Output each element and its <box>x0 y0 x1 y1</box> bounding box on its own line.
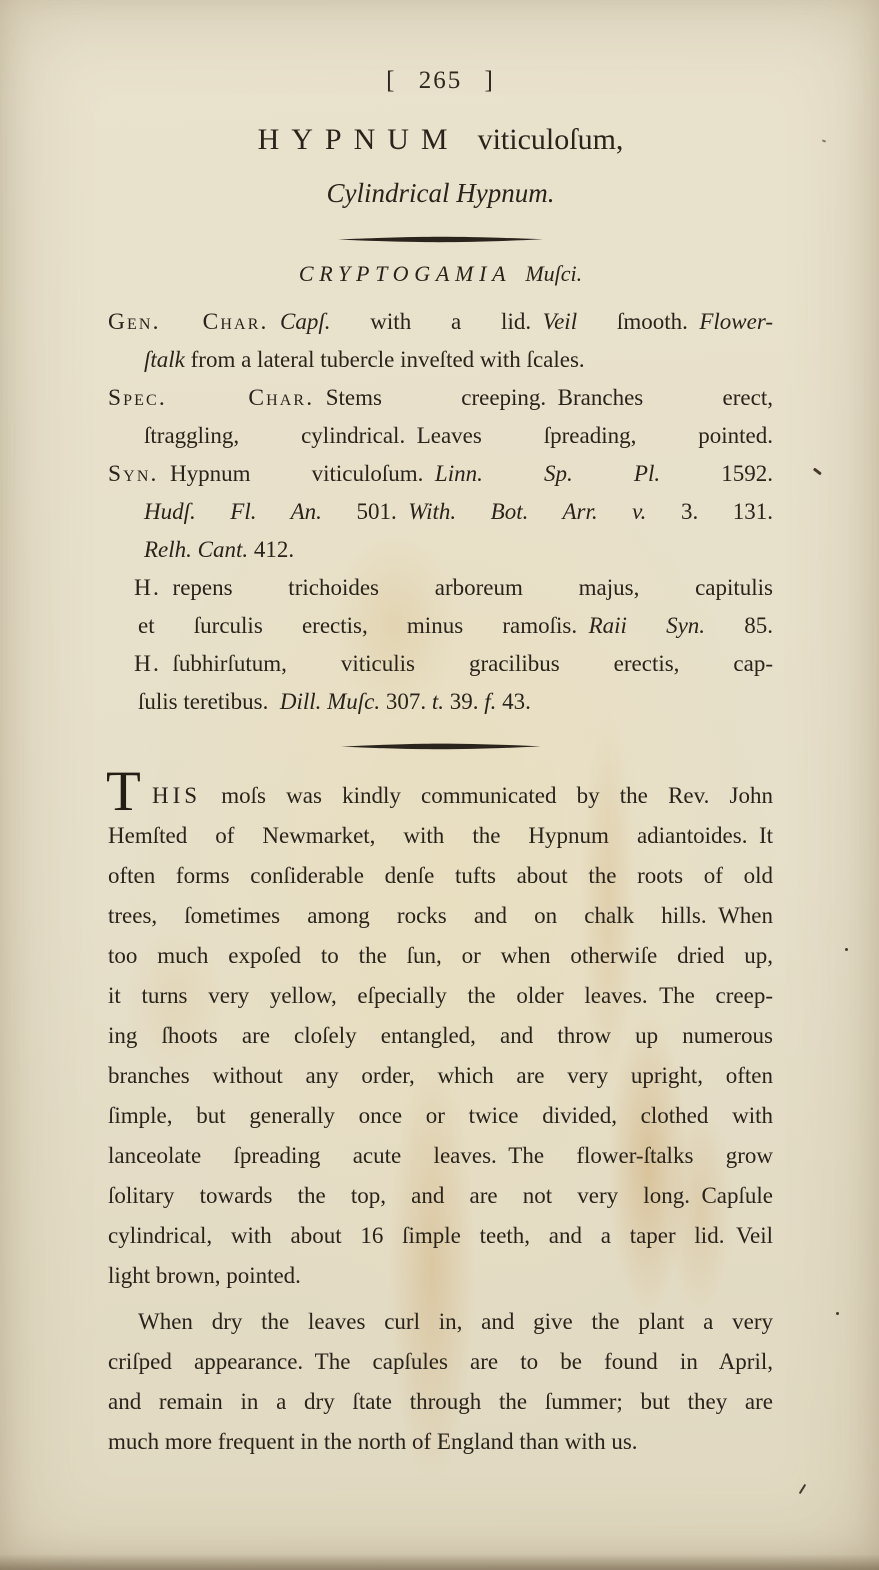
text-line <box>108 976 773 1016</box>
text-segment: branches without any order, which are very upright, often <box>108 1063 773 1088</box>
text-line <box>108 1176 773 1216</box>
section-label: Gen. Char. <box>108 309 269 335</box>
lead-caps: HIS <box>152 783 202 808</box>
text-segment: 3. 131. <box>646 499 773 524</box>
text-segment: et ſurculis erectis, minus ramoſis. <box>138 613 589 638</box>
swelled-rule-icon <box>341 743 541 750</box>
section-label: H. <box>134 651 162 677</box>
text-segment: it turns very yellow, eſpecially the older leaves. The creep- <box>108 983 773 1008</box>
text-segment: 412. <box>248 537 295 562</box>
text-segment: Stems creeping. Branches erect, <box>325 385 773 410</box>
taxonomy-class: CRYPTOGAMIA <box>298 261 512 286</box>
text-line <box>108 455 773 493</box>
text-segment: Raii Syn. <box>588 613 706 638</box>
text-line <box>108 493 773 531</box>
text-line <box>108 569 773 607</box>
title-species: viticuloſum, <box>477 123 624 156</box>
text-line <box>108 816 773 856</box>
text-segment: Relh. Cant. <box>144 537 249 562</box>
text-segment: criſped appearance. The capſules are to be found in April, <box>108 1349 773 1374</box>
text-segment: much more frequent in the north of England than with us. <box>108 1429 638 1454</box>
text-segment: Flower- <box>699 309 773 334</box>
synopsis-block <box>108 303 773 721</box>
text-line <box>108 1136 773 1176</box>
page-number: [ 265 ] <box>386 67 495 94</box>
text-segment: ſtraggling, cylindrical. Leaves ſpreading, pointed. <box>144 423 773 448</box>
paper-speck <box>799 1484 807 1494</box>
text-segment: cylindrical, with about 16 ſimple teeth, and a taper lid. Veil <box>108 1223 773 1248</box>
text-segment: Hemſted of Newmarket, with the Hypnum adiantoides. It <box>108 823 773 848</box>
text-segment: and remain in a dry ſtate through the ſummer; but they are <box>108 1389 773 1414</box>
text-segment: too much expoſed to the ſun, or when otherwiſe dried up, <box>108 943 773 968</box>
text-segment: ſubhirſutum, viticulis gracilibus erectis, cap- <box>172 651 773 676</box>
text-line <box>108 1256 773 1296</box>
text-line <box>108 1056 773 1096</box>
text-line <box>108 1422 773 1462</box>
text-line <box>108 303 773 341</box>
text-segment: Capſ. <box>279 309 331 334</box>
text-line <box>108 936 773 976</box>
text-line <box>108 683 773 721</box>
text-segment: from a lateral tubercle inveſted with ſcales. <box>184 347 585 372</box>
text-line <box>108 417 773 455</box>
divider-rule-mid <box>108 743 773 750</box>
text-segment: 501. <box>321 499 409 524</box>
text-line <box>108 856 773 896</box>
text-line <box>108 607 773 645</box>
text-segment: ſtalk <box>144 347 185 372</box>
text-segment: ſmooth. <box>577 309 700 334</box>
text-segment: often forms conſiderable denſe tufts about the roots of old <box>108 863 773 888</box>
text-segment: 39. <box>444 689 485 714</box>
text-line <box>108 896 773 936</box>
text-line <box>108 1342 773 1382</box>
text-line <box>108 379 773 417</box>
text-line <box>106 760 773 823</box>
text-segment: 1592. <box>660 461 773 486</box>
text-segment: With. Bot. Arr. v. <box>408 499 647 524</box>
section-label: Syn. <box>108 461 159 487</box>
section-label: H. <box>134 575 162 601</box>
text-segment: trees, ſometimes among rocks and on chalk hills. When <box>108 903 773 928</box>
description-block <box>106 760 773 1462</box>
swelled-rule-icon <box>338 236 543 243</box>
text-segment: 307. <box>380 689 432 714</box>
text-segment: repens trichoides arboreum majus, capitulis <box>172 575 773 600</box>
text-segment: 43. <box>496 689 531 714</box>
text-segment: When dry the leaves curl in, and give the plant a very <box>138 1309 773 1334</box>
text-segment: Hudſ. Fl. An. <box>144 499 322 524</box>
page-subtitle: Cylindrical Hypnum. <box>326 178 555 208</box>
drop-cap: T <box>106 760 141 823</box>
text-segment: Dill. Muſc. <box>279 689 381 714</box>
paragraph <box>106 760 773 1296</box>
text-line <box>108 1302 773 1342</box>
text-line <box>108 1216 773 1256</box>
text-segment: lanceolate ſpreading acute leaves. The flower-ſtalks grow <box>108 1143 773 1168</box>
text-segment: with a lid. <box>330 309 543 334</box>
text-segment: Linn. Sp. Pl. <box>434 461 661 486</box>
paper-speck <box>836 1312 839 1315</box>
text-line <box>108 341 773 379</box>
text-segment: Veil <box>542 309 578 334</box>
paragraph <box>108 1302 773 1462</box>
text-segment: moſs was kindly communicated by the Rev. John <box>201 783 773 808</box>
taxonomy-line <box>108 259 773 289</box>
text-segment: ſimple, but generally once or twice divided, clothed with <box>108 1103 773 1128</box>
title-genus: HYPNUM <box>257 123 460 156</box>
paper-speck <box>813 467 822 475</box>
taxonomy-order: Muſci. <box>525 261 583 286</box>
text-segment: f. <box>484 689 497 714</box>
text-line <box>108 1016 773 1056</box>
text-line <box>108 645 773 683</box>
paper-speck <box>845 948 848 951</box>
divider-rule-top <box>108 236 773 243</box>
text-segment: ing ſhoots are cloſely entangled, and throw up numerous <box>108 1023 773 1048</box>
section-label: Spec. Char. <box>108 385 315 411</box>
text-segment: ſolitary towards the top, and are not very long. Capſule <box>108 1183 773 1208</box>
paper-speck <box>822 139 826 142</box>
text-segment: light brown, pointed. <box>108 1263 301 1288</box>
text-segment: t. <box>431 689 445 714</box>
text-line <box>108 531 773 569</box>
text-line <box>108 1382 773 1422</box>
text-segment: 85. <box>705 613 773 638</box>
page-title <box>108 122 773 158</box>
text-line <box>108 1096 773 1136</box>
text-segment: Hypnum viticuloſum. <box>169 461 435 486</box>
text-segment: ſulis teretibus. <box>138 689 280 714</box>
